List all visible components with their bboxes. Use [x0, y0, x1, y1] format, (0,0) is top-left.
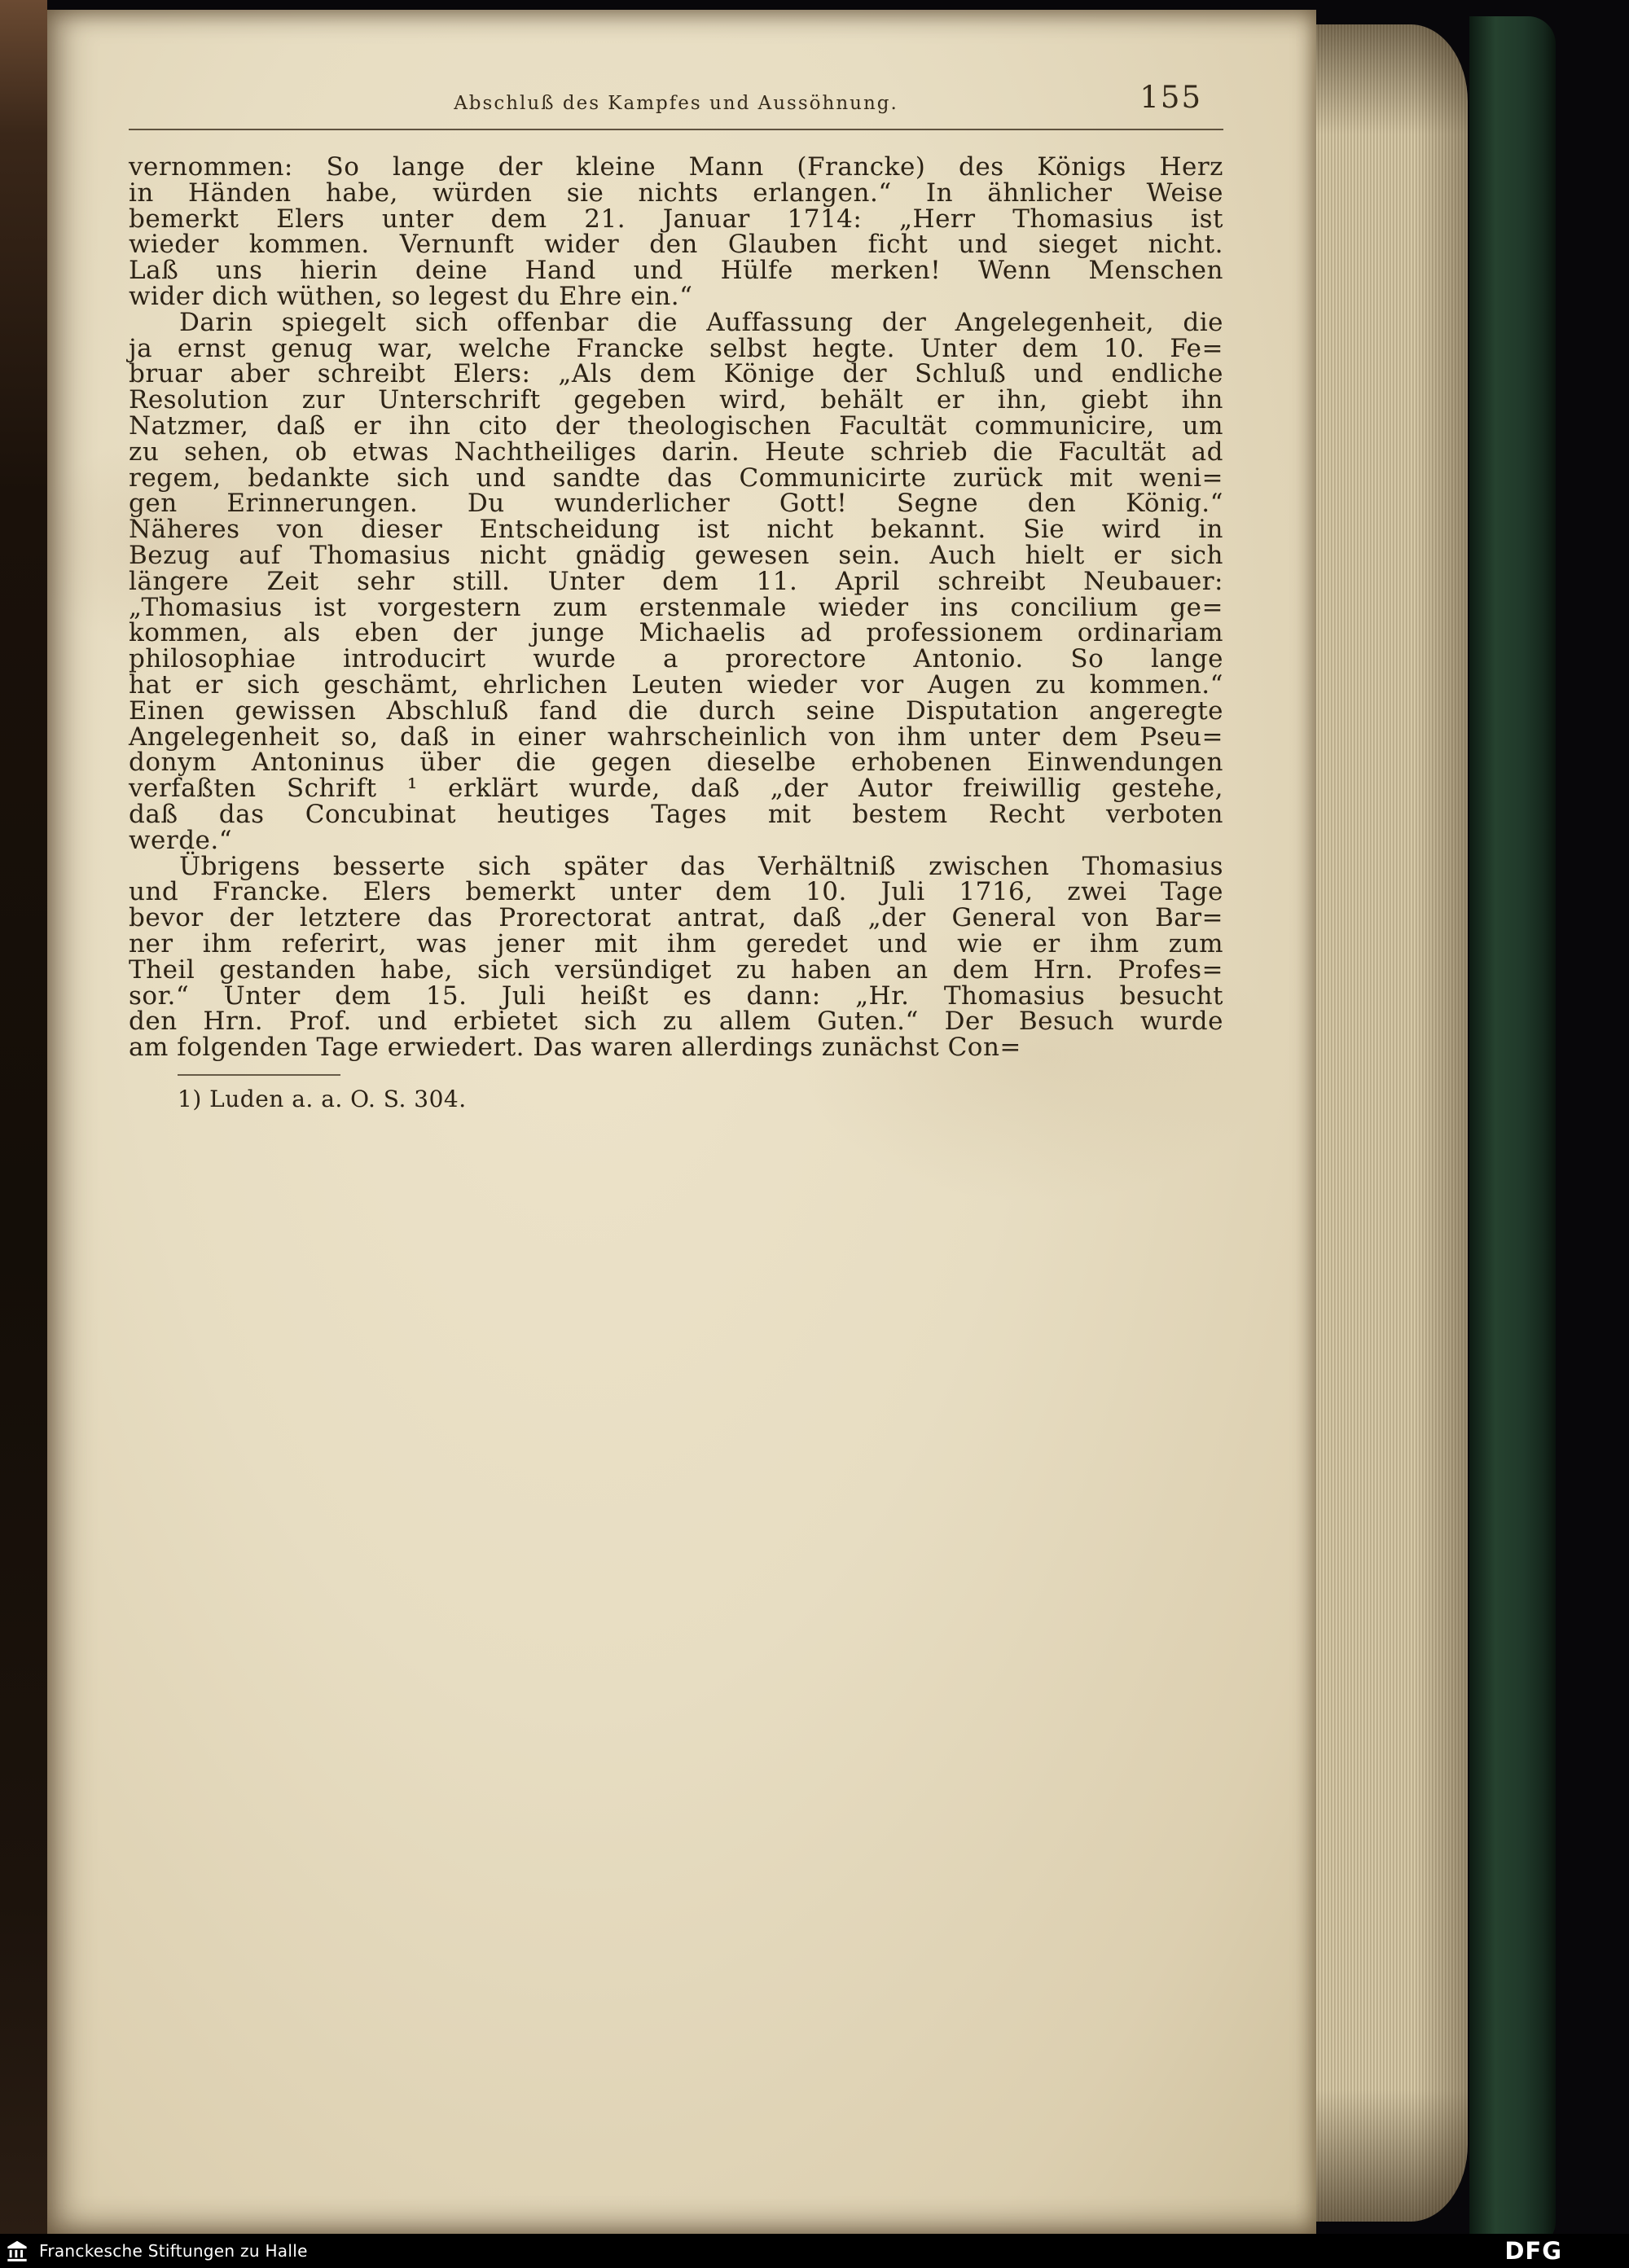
text-line: bemerkt Elers unter dem 21. Januar 1714: „Herr Thomasius ist	[129, 204, 1223, 234]
viewer-footer-bar	[0, 2234, 1629, 2268]
text-line: Angelegenheit so, daß in einer wahrscheinlich von ihm unter dem Pseu=	[129, 722, 1223, 752]
text-line: am folgenden Tage erwiedert. Das waren allerdings zunächst Con=	[129, 1033, 1021, 1063]
text-line: regem, bedankte sich und sandte das Communicirte zurück mit weni=	[129, 463, 1223, 493]
text-line: philosophiae introducirt wurde a prorectore Antonio. So lange	[129, 644, 1223, 674]
page-header	[129, 81, 1223, 129]
text-line: bevor der letztere das Prorectorat antrat, daß „der General von Bar=	[129, 903, 1223, 933]
footnote: 1) Luden a. a. O. S. 304.	[178, 1085, 467, 1112]
text-line: ja ernst genug war, welche Francke selbst hegte. Unter dem 10. Fe=	[129, 333, 1223, 363]
text-line: Resolution zur Unterschrift gegeben wird, behält er ihn, giebt ihn	[129, 385, 1223, 415]
text-line: den Hrn. Prof. und erbietet sich zu allem Guten.“ Der Besuch wurde	[129, 1007, 1223, 1037]
book-spine	[0, 0, 47, 2235]
text-line: bruar aber schreibt Elers: „Als dem Könige der Schluß und endliche	[129, 359, 1223, 389]
text-line: und Francke. Elers bemerkt unter dem 10. Juli 1716, zwei Tage	[129, 877, 1223, 907]
text-line: wider dich wüthen, so legest du Ehre ein.“	[129, 281, 693, 311]
book-cover-edge	[1469, 16, 1556, 2249]
text-line: Theil gestanden habe, sich versündiget zu haben an dem Hrn. Profes=	[129, 954, 1223, 985]
library-name-label: Franckesche Stiftungen zu Halle	[39, 2241, 308, 2261]
text-line: längere Zeit sehr still. Unter dem 11. April schreibt Neubauer:	[129, 566, 1223, 596]
text-line: ner ihm referirt, was jener mit ihm geredet und wie er ihm zum	[129, 928, 1223, 959]
page-content	[129, 10, 1223, 1112]
text-line: gen Erinnerungen. Du wunderlicher Gott! Segne den König.“	[129, 489, 1223, 519]
text-line: Näheres von dieser Entscheidung ist nicht bekannt. Sie wird in	[129, 515, 1223, 545]
text-line: werde.“	[129, 825, 233, 855]
text-line: daß das Concubinat heutiges Tages mit bestem Recht verboten	[129, 799, 1223, 829]
text-line: „Thomasius ist vorgestern zum erstenmale wieder ins concilium ge=	[129, 592, 1223, 622]
text-line: sor.“ Unter dem 15. Juli heißt es dann: „Hr. Thomasius besucht	[129, 980, 1223, 1011]
page-number: 155	[1139, 80, 1202, 115]
dfg-logo: DFG	[1504, 2237, 1562, 2265]
running-title: Abschluß des Kampfes und Aussöhnung.	[454, 93, 898, 114]
text-line: Darin spiegelt sich offenbar die Auffassung der Angelegenheit, die	[179, 307, 1223, 337]
scanned-page	[47, 10, 1316, 2235]
text-line: Laß uns hierin deine Hand und Hülfe merken! Wenn Menschen	[129, 256, 1223, 286]
franckesche-stiftungen-logo-icon	[5, 2239, 29, 2263]
text-line: hat er sich geschämt, ehrlichen Leuten wieder vor Augen zu kommen.“	[129, 669, 1223, 700]
footnote-rule	[178, 1074, 340, 1076]
page-body	[129, 152, 1223, 1063]
page-edges-stack	[1316, 24, 1468, 2222]
paragraph	[129, 152, 1223, 311]
text-line: wieder kommen. Vernunft wider den Glauben ficht und sieget nicht.	[129, 230, 1223, 260]
text-line: in Händen habe, würden sie nichts erlangen.“ In ähnlicher Weise	[129, 178, 1223, 208]
text-line: Übrigens besserte sich später das Verhältniß zwischen Thomasius	[179, 851, 1223, 881]
text-line: Einen gewissen Abschluß fand die durch seine Disputation angeregte	[129, 695, 1223, 726]
text-line: donym Antoninus über die gegen dieselbe erhobenen Einwendungen	[129, 748, 1223, 778]
text-line: vernommen: So lange der kleine Mann (Francke) des Königs Herz	[129, 152, 1223, 182]
text-line: zu sehen, ob etwas Nachtheiliges darin. Heute schrieb die Facultät ad	[129, 436, 1223, 467]
text-line: verfaßten Schrift ¹ erklärt wurde, daß „der Autor freiwillig gestehe,	[129, 774, 1223, 804]
text-line: Natzmer, daß er ihn cito der theologischen Facultät communicire, um	[129, 410, 1223, 441]
text-line: Bezug auf Thomasius nicht gnädig gewesen sein. Auch hielt er sich	[129, 540, 1223, 570]
header-rule	[129, 129, 1223, 130]
paragraph	[129, 851, 1223, 1063]
text-line: kommen, als eben der junge Michaelis ad professionem ordinariam	[129, 618, 1223, 648]
paragraph	[129, 307, 1223, 855]
